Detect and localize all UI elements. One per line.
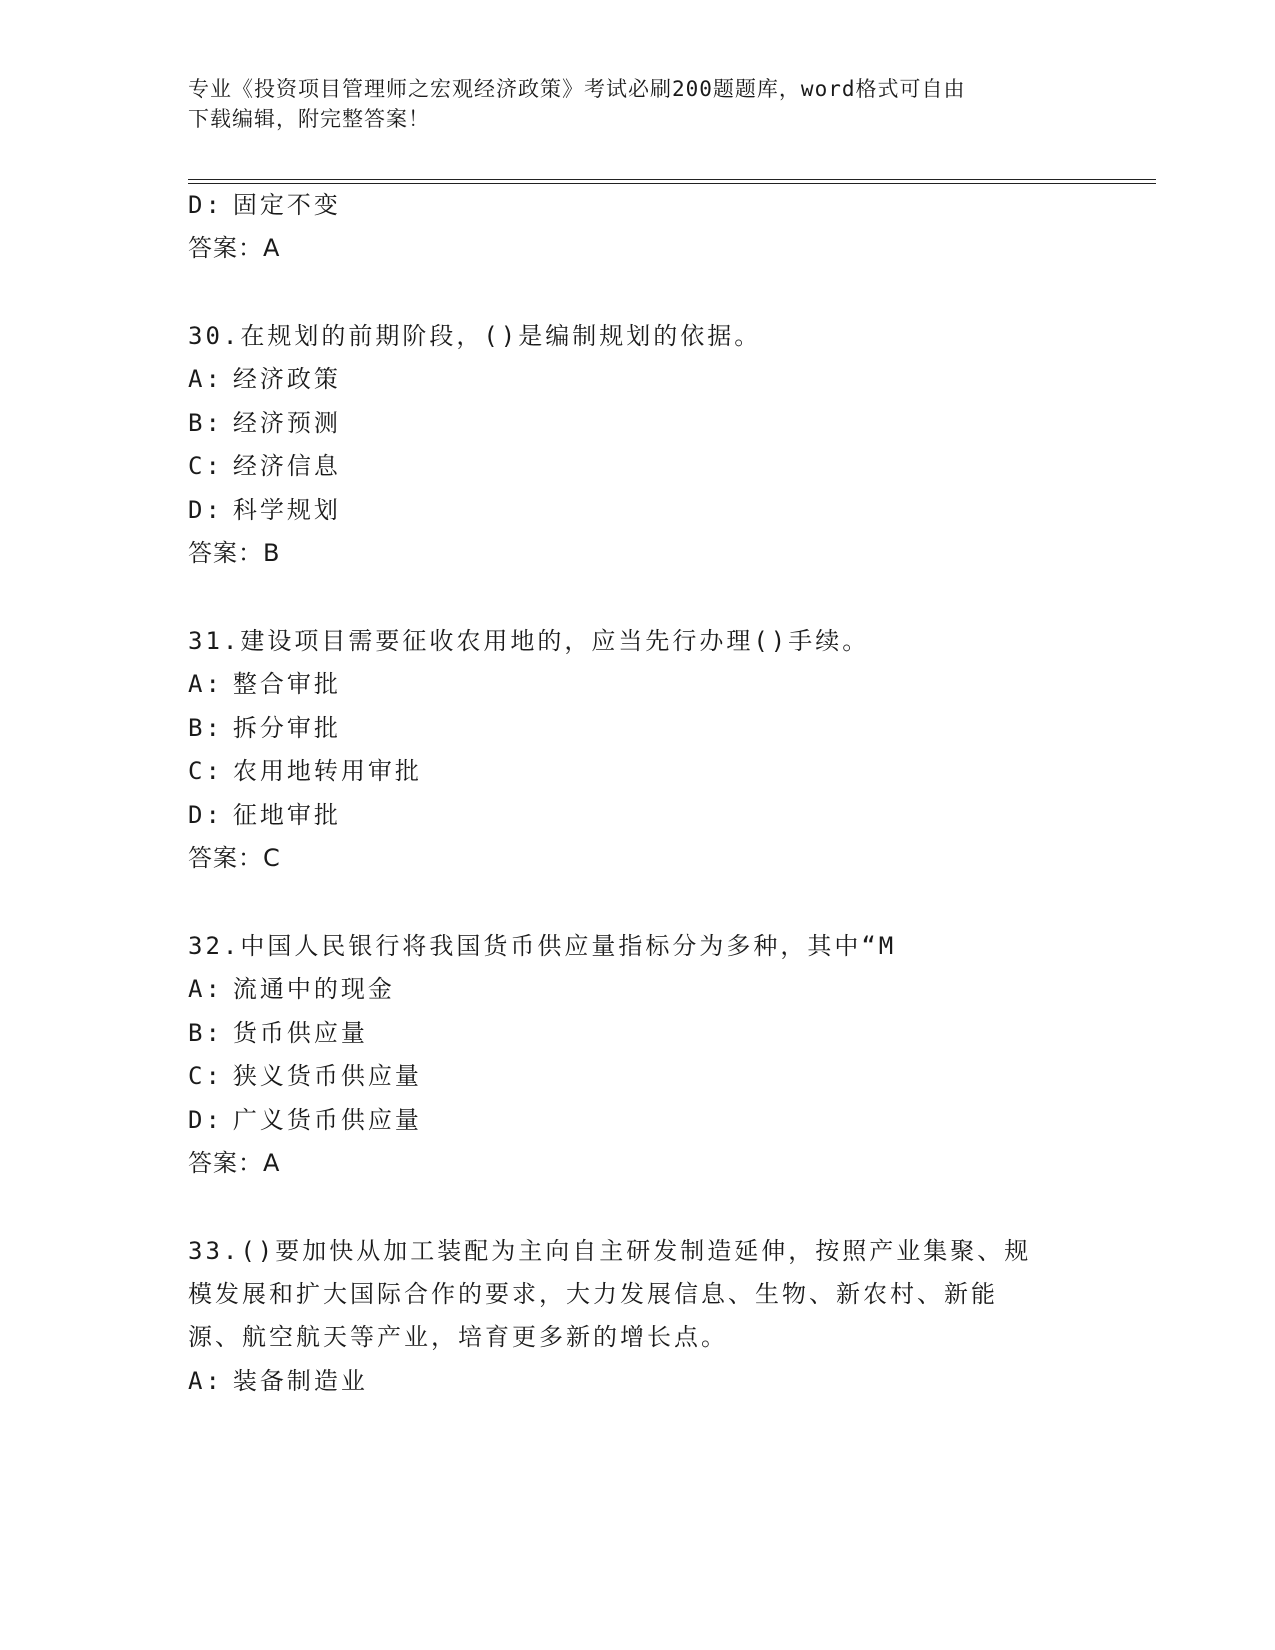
question-32-option-c [188,1061,422,1091]
question-30-stem: 30.在规划的前期阶段，()是编制规划的依据。 [188,322,762,350]
question-33-stem-line-1: 33.()要加快从加工装配为主向自主研发制造延伸，按照产业集聚、规 [188,1237,1032,1265]
document-header [188,74,1088,134]
question-30-answer: 答案：B [188,539,281,567]
option-text: 流通中的现金 [232,975,395,1003]
option-text: 固定不变 [232,191,341,219]
option-text: 农用地转用审批 [232,757,422,785]
question-31-stem: 31.建设项目需要征收农用地的，应当先行办理()手续。 [188,627,870,655]
header-line-1: 专业《投资项目管理师之宏观经济政策》考试必刷200题题库，word格式可自由 [188,77,966,101]
question-32-option-b [188,1018,368,1048]
option-label: A: [188,975,223,1003]
option-text: 征地审批 [232,801,341,829]
question-31-option-a [188,669,341,699]
option-text: 装备制造业 [232,1367,368,1395]
question-31-option-c [188,756,422,786]
option-label: C: [188,757,223,785]
option-label: A: [188,1367,223,1395]
option-text: 科学规划 [232,496,341,524]
option-label: D: [188,496,223,524]
option-label: D: [188,191,223,219]
option-text: 经济信息 [232,452,341,480]
prev-option-d [188,190,341,220]
question-32-answer: 答案：A [188,1149,281,1177]
header-divider-top [188,179,1156,180]
option-text: 货币供应量 [232,1019,368,1047]
option-label: C: [188,452,223,480]
option-label: B: [188,714,223,742]
prev-answer: 答案：A [188,234,281,262]
question-30-option-b [188,408,341,438]
option-text: 经济政策 [232,365,341,393]
option-label: D: [188,1106,223,1134]
question-30-option-d [188,495,341,525]
option-text: 广义货币供应量 [232,1106,422,1134]
option-label: A: [188,365,223,393]
question-32-option-d [188,1105,422,1135]
option-text: 拆分审批 [232,714,341,742]
question-31-option-b [188,713,341,743]
option-text: 整合审批 [232,670,341,698]
question-30-option-c [188,451,341,481]
option-label: B: [188,409,223,437]
option-label: C: [188,1062,223,1090]
question-32-stem: 32.中国人民银行将我国货币供应量指标分为多种，其中“M [188,932,897,960]
option-label: D: [188,801,223,829]
header-line-2: 下载编辑，附完整答案！ [188,107,430,131]
question-30-option-a [188,364,341,394]
question-33-stem-line-2: 模发展和扩大国际合作的要求，大力发展信息、生物、新农村、新能 [188,1280,998,1308]
question-32-option-a [188,974,395,1004]
question-33-option-a [188,1366,368,1396]
option-label: A: [188,670,223,698]
question-31-answer: 答案：C [188,844,281,872]
question-31-option-d [188,800,341,830]
option-label: B: [188,1019,223,1047]
option-text: 狭义货币供应量 [232,1062,422,1090]
option-text: 经济预测 [232,409,341,437]
question-33-stem-line-3: 源、航空航天等产业，培育更多新的增长点。 [188,1323,728,1351]
header-divider-bottom [188,183,1156,184]
